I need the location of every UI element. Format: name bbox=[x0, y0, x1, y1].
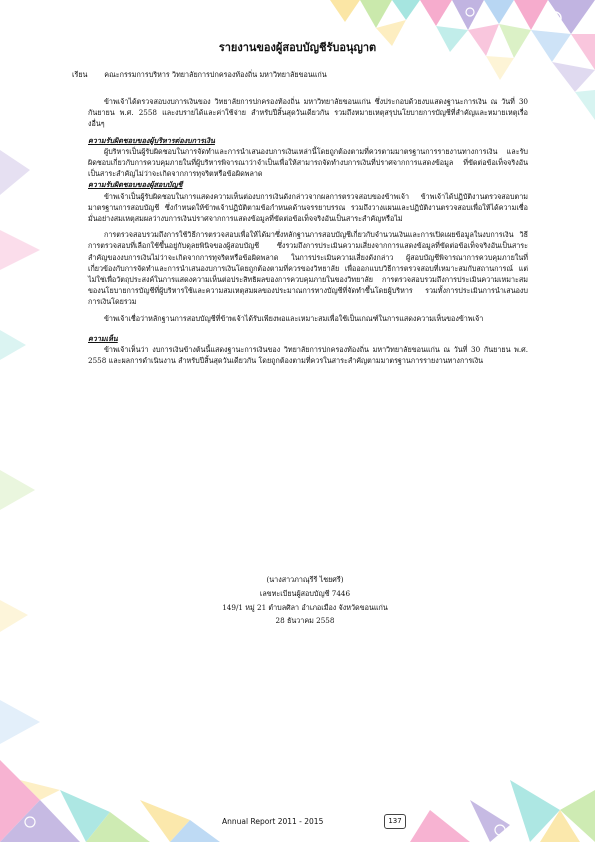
opinion-paragraph: ข้าพเจ้าเห็นว่า งบการเงินข้างต้นนี้แสดงฐานะการเงินของ วิทยาลัยการปกครองท้องถิ่น มหาวิทยาลัยขอนแก่น ณ วันที่ 30 กันยายน พ.ศ. 2558 และผลการดำเนินงาน สำหรับปีสิ้นสุดวันเดียวกัน โดยถูกต้องตามที่ควรในสาระสำคัญตามมาตรฐานการรายงานทางการเงิน bbox=[88, 345, 528, 366]
addressee-line bbox=[72, 70, 327, 81]
management-heading: ความรับผิดชอบของผู้บริหารต่องบการเงิน bbox=[88, 135, 215, 145]
addressee-label: เรียน bbox=[72, 70, 88, 79]
report-body bbox=[88, 96, 528, 366]
auditor-license: เลขทะเบียนผู้สอบบัญชี 7446 bbox=[259, 588, 351, 598]
page-title: รายงานของผู้สอบบัญชีรับอนุญาต bbox=[218, 41, 377, 54]
auditor-paragraph-2: การตรวจสอบรวมถึงการใช้วิธีการตรวจสอบเพื่อให้ได้มาซึ่งหลักฐานการสอบบัญชีเกี่ยวกับจำนวนเงินและการเปิดเผยข้อมูลในงบการเงิน วิธีการตรวจสอบที่เลือกใช้ขึ้นอยู่กับดุลยพินิจของผู้สอบบัญชี ซึ่งรวมถึงการประเมินความเสี่ยงจากการแสดงข้อมูลที่ขัดต่อข้อเท็จจริงอันเป็นสาระสำคัญของงบการเงินไม่ว่าจะเกิดจากการทุจริตหรือข้อผิดพลาด ในการประเมินความเสี่ยงดังกล่าว ผู้สอบบัญชีพิจารณาการควบคุมภายในที่เกี่ยวข้องกับการจัดทำและการนำเสนองบการเงินโดยถูกต้องตามที่ควรของวิทยาลัย เพื่อออกแบบวิธีการตรวจสอบที่เหมาะสมกับสถานการณ์ แต่ไม่ใช่เพื่อวัตถุประสงค์ในการแสดงความเห็นต่อประสิทธิผลของการควบคุมภายในของวิทยาลัย การตรวจสอบรวมถึงการประเมินความเหมาะสมของนโยบายการบัญชีที่ผู้บริหารใช้และความสมเหตุสมผลของประมาณการทางบัญชีที่จัดทำขึ้นโดยผู้บริหาร รวมทั้งการประเมินการนำเสนองบการเงินโดยรวม bbox=[88, 230, 528, 307]
footer-report-label: Annual Report 2011 - 2015 bbox=[222, 817, 324, 826]
addressee-text: คณะกรรมการบริหาร วิทยาลัยการปกครองท้องถิ่น มหาวิทยาลัยขอนแก่น bbox=[104, 70, 327, 79]
intro-paragraph: ข้าพเจ้าได้ตรวจสอบงบการเงินของ วิทยาลัยการปกครองท้องถิ่น มหาวิทยาลัยขอนแก่น ซึ่งประกอบด้วยงบแสดงฐานะการเงิน ณ วันที่ 30 กันยายน พ.ศ. 2558 และงบรายได้และค่าใช้จ่าย สำหรับปีสิ้นสุดวันเดียวกัน รวมถึงหมายเหตุสรุปนโยบายการบัญชีที่สำคัญและหมายเหตุเรื่องอื่นๆ bbox=[88, 97, 528, 129]
page-number: 137 bbox=[384, 814, 406, 829]
report-date: 28 ธันวาคม 2558 bbox=[275, 616, 335, 626]
opinion-heading: ความเห็น bbox=[88, 333, 118, 343]
auditor-name: (นางสาวภาณุรีรี ไชยศรี) bbox=[266, 575, 344, 584]
auditor-address: 149/1 หมู่ 21 ตำบลศิลา อำเภอเมือง จังหวัดขอนแก่น bbox=[222, 602, 388, 612]
management-paragraph: ผู้บริหารเป็นผู้รับผิดชอบในการจัดทำและการนำเสนองบการเงินเหล่านี้โดยถูกต้องตามที่ควรตามมาตรฐานการรายงานทางการเงิน และรับผิดชอบเกี่ยวกับการควบคุมภายในที่ผู้บริหารพิจารณาว่าจำเป็นเพื่อให้สามารถจัดทำงบการเงินที่ปราศจากการแสดงข้อมูล ที่ขัดต่อข้อเท็จจริงอันเป็นสาระสำคัญไม่ว่าจะเกิดจากการทุจริตหรือข้อผิดพลาด bbox=[88, 146, 528, 179]
auditor-heading: ความรับผิดชอบของผู้สอบบัญชี bbox=[88, 180, 183, 190]
auditor-paragraph-1: ข้าพเจ้าเป็นผู้รับผิดชอบในการแสดงความเห็นต่องบการเงินดังกล่าวจากผลการตรวจสอบของข้าพเจ้า ข้าพเจ้าได้ปฏิบัติงานตรวจสอบตามมาตรฐานการสอบบัญชี ซึ่งกำหนดให้ข้าพเจ้าปฏิบัติตามข้อกำหนดด้านจรรยาบรรณ รวมถึงวางแผนและปฏิบัติงานตรวจสอบเพื่อให้ได้ความเชื่อมั่นอย่างสมเหตุสมผลว่างบการเงินปราศจากการแสดงข้อมูลที่ขัดต่อข้อเท็จจริงอันเป็นสาระสำคัญหรือไม่ bbox=[88, 191, 528, 224]
signature-block bbox=[160, 573, 450, 628]
auditor-paragraph-3: ข้าพเจ้าเชื่อว่าหลักฐานการสอบบัญชีที่ข้าพเจ้าได้รับเพียงพอและเหมาะสมเพื่อใช้เป็นเกณฑ์ในการแสดงความเห็นของข้าพเจ้า bbox=[104, 313, 484, 323]
